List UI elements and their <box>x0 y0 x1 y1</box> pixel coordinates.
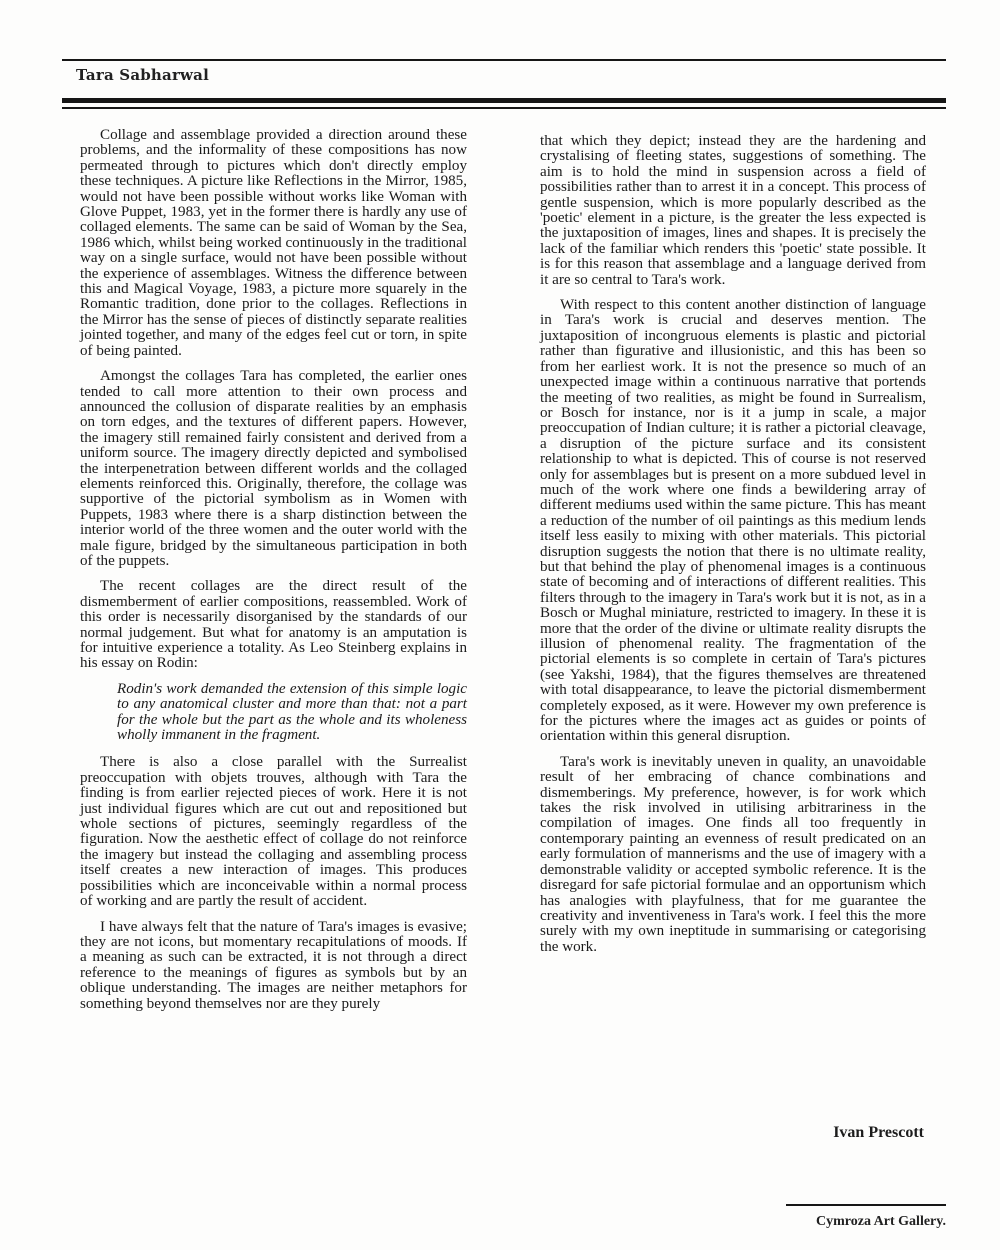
header-rule-thin <box>62 107 946 109</box>
paragraph: that which they depict; instead they are the hardening and crystalising of fleeting states, suggestions of something. The aim is to hold the mind in suspension across a field of possibilities rather than to arrest it in a concept. This process of gentle suspension, which is more popularly described as the 'poetic' element in a picture, is the greater the less expected is the juxtaposition of images, lines and shapes. It is precisely the lack of the familiar which renders this 'poetic' state possible. It is for this reason that assemblage and a language derived from it are so central to Tara's work. <box>540 133 926 288</box>
paragraph: Tara's work is inevitably uneven in quality, an unavoidable result of her embracing of chance combinations and dismemberings. My preference, however, is for work which takes the risk involved in utilising arbitrariness in the compilation of images. One finds all too frequently in contemporary painting an evenness of result predicated on an early formulation of mannerisms and the use of imagery with a demonstrable validity or accepted symbolic reference. It is the disregard for safe pictorial formulae and an opportunism which has analogies with playfulness, that for me guarantee the creativity and inventiveness in Tara's work. I feel this the more surely with my own ineptitude in summarising or categorising the work. <box>540 753 926 955</box>
page-header-title: Tara Sabharwal <box>76 66 209 84</box>
paragraph: With respect to this content another distinction of language in Tara's work is crucial and deserves mention. The juxtaposition of incongruous elements is plastic and pictorial rather than figurative and illusionistic, and this has been so from her earliest work. It is not the presence so much of an unexpected image within a continuous narrative that portends the meeting of two realities, as might be found in Surrealism, or Bosch for instance, nor is it a jump in scale, a major preoccupation of Indian culture; it is rather a pictorial cleavage, a disruption of the picture surface and its consistent relationship to what is depicted. This of course is not reserved only for assemblages but is present on a more subdued level in much of the work where one finds a bewildering array of different mediums used within the same picture. This has meant a reduction of the number of oil paintings as this medium lends itself less easily to mixing with other materials. This pictorial disruption suggests the notion that there is no ultimate reality, but that behind the play of phenomenal images is a continuous state of becoming and of interactions of different realities. This filters through to the imagery in Tara's work but it is not, as in a Bosch or Mughal miniature, restricted to imagery. In these it is more that the order of the divine or ultimate reality disrupts the illusion of phenomenal reality. The fragmentation of the pictorial elements is so complete in certain of Tara's pictures (see Yakshi, 1984), that the figures themselves are threatened with total disappearance, to leave the pictorial dismemberment completely exposed, as it were. However my own preference is for the pictures where the images act as guides or points of orientation within this general disruption. <box>540 297 926 745</box>
block-quote: Rodin's work demanded the extension of this simple logic to any anatomical cluster and more than that: not a part for the whole but the part as the whole and its wholeness wholly immanent in the fragment. <box>117 680 467 744</box>
header-top-rule <box>62 59 946 61</box>
article-right-column <box>540 134 926 965</box>
paragraph: I have always felt that the nature of Tara's images is evasive; they are not icons, but momentary recapitulations of moods. If a meaning as such can be extracted, it is not through a direct reference to the meanings of figures as symbols but by an oblique understanding. The images are neither metaphors for something beyond themselves nor are they purely <box>80 918 467 1012</box>
paragraph: Amongst the collages Tara has completed, the earlier ones tended to call more attention to their own process and announced the collusion of disparate realities by an emphasis on torn edges, and the textures of different papers. However, the imagery still remained fairly consistent and derived from a uniform source. The imagery directly depicted and symbolised the interpenetration between different worlds and the collaged elements reinforced this. Originally, therefore, the collage was supportive of the pictorial symbolism as in Women with Puppets, 1983 where there is a sharp distinction between the interior world of the three women and the outer world with the male figure, bridged by the simultaneous participation in both of the puppets. <box>80 368 467 569</box>
footer-rule <box>786 1204 946 1206</box>
paragraph: The recent collages are the direct result of the dismemberment of earlier compositions, reassembled. Work of this order is necessarily disorganised by the standards of our normal judgement. But what for anatomy is an amputation is for intuitive experience a totality. As Leo Steinberg explains in his essay on Rodin: <box>80 578 467 672</box>
paragraph: Collage and assemblage provided a direction around these problems, and the informality of these compositions has now permeated through to pictures which don't directly employ these techniques. A picture like Reflections in the Mirror, 1985, would not have been possible without works like Woman with Glove Puppet, 1983, yet in the former there is hardly any use of collaged elements. The same can be said of Woman by the Sea, 1986 which, whilst being worked continuously in the traditional way on a single surface, would not have been possible without the experience of assemblages. Witness the difference between this and Magical Voyage, 1983, a picture more squarely in the Romantic tradition, done prior to the collages. Reflections in the Mirror has the sense of pieces of distinctly separate realities jointed together, and many of the edges feel cut or torn, in spite of being painted. <box>80 127 467 359</box>
footer-gallery-name: Cymroza Art Gallery. <box>816 1214 946 1229</box>
author-signature: Ivan Prescott <box>833 1124 924 1141</box>
paragraph: There is also a close parallel with the Surrealist preoccupation with objets trouves, although with Tara the finding is from earlier rejected pieces of work. Here it is not just individual figures which are cut out and repositioned but whole sections of pictures, seemingly regardless of the figuration. Now the aesthetic effect of collage do not reinforce the imagery but instead the collaging and assembling process itself creates a new interaction of images. This produces possibilities which are inconceivable within a normal process of working and are partly the result of accident. <box>80 754 467 910</box>
header-rule-thick <box>62 98 946 103</box>
article-left-column <box>80 128 467 1022</box>
